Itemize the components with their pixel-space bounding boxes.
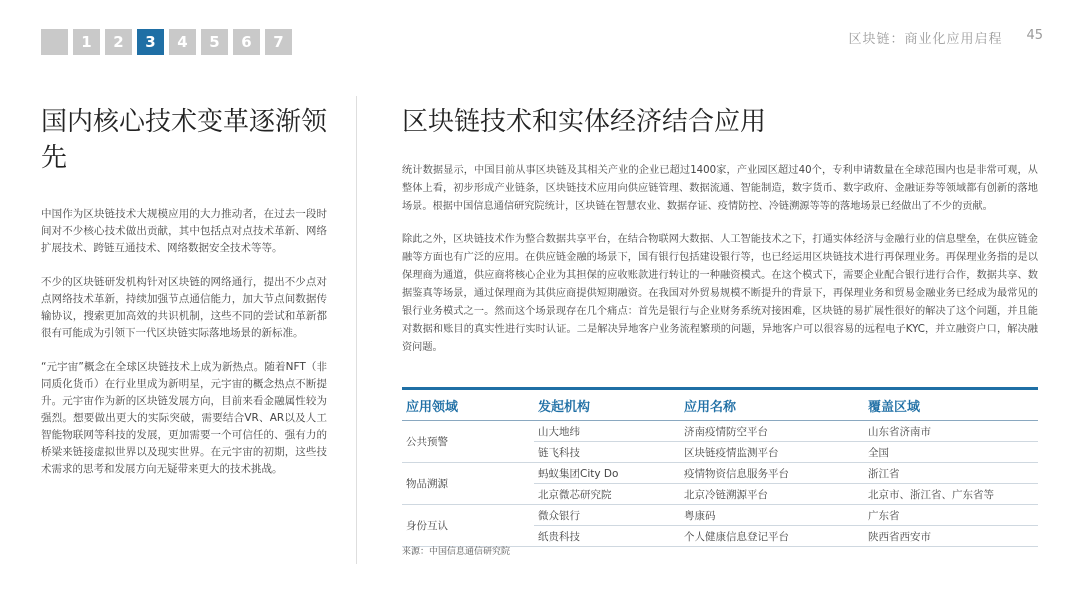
hamburger-menu-icon[interactable] [41,29,68,55]
domain-cell: 身份互认 [402,505,534,547]
initiator-cell: 山大地纬 [534,421,680,442]
application-table [402,387,1038,547]
coverage-cell: 全国 [864,442,1038,463]
page-tab-5[interactable]: 5 [201,29,228,55]
left-paragraph-1: 中国作为区块链技术大规模应用的大力推动者，在过去一段时间对不少核心技术做出贡献，其中包括点对点技术革新、网络扩展技术、跨链互通技术、网络数据安全技术等等。 [41,208,327,254]
table-row [402,463,1038,484]
coverage-cell: 陕西省西安市 [864,526,1038,547]
coverage-cell: 山东省济南市 [864,421,1038,442]
domain-cell: 物品溯源 [402,463,534,505]
coverage-cell: 浙江省 [864,463,1038,484]
left-paragraph-3: “元宇宙”概念在全球区块链技术上成为新热点。随着NFT（非同质化货币）在行业里成为新明星，元宇宙的概念热点不断提升。元宇宙作为新的区块链发展方向，目前来看金融属性较为强烈。想要做出更大的实际突破，需要结合VR、AR以及人工智能物联网等科技的发展，更加需要一个可信任的、强有力的桥梁来链接虚拟世界以及现实世界。在元宇宙的初期，这些技术需求的思考和发展方向无疑带来更大的技术挑战。 [41,361,327,475]
domain-cell: 公共预警 [402,421,534,463]
page-tab-7[interactable]: 7 [265,29,292,55]
report-section-title: 区块链：商业化应用启程 [848,32,1003,47]
column-header-coverage: 覆盖区域 [864,389,1038,421]
initiator-cell: 蚂蚁集团City Do [534,463,680,484]
page-number: 45 [1026,28,1043,43]
table-row [402,421,1038,442]
initiator-cell: 链飞科技 [534,442,680,463]
left-paragraph-2: 不少的区块链研发机构针对区块链的网络通行，提出不少点对点网络技术革新，持续加强节点通信能力，加大节点间数据传输协议，搜索更加高效的共识机制，这些不同的尝试和革新都很有可能成为引领下一代区块链实际落地场景的新标准。 [41,276,327,339]
initiator-cell: 纸贵科技 [534,526,680,547]
application-cell: 疫情物资信息服务平台 [680,463,864,484]
running-header [848,28,1043,47]
page-tab-1[interactable]: 1 [73,29,100,55]
right-paragraph-2: 除此之外，区块链技术作为整合数据共享平台，在结合物联网大数据、人工智能技术之下，打通实体经济与金融行业的信息壁垒，在供应链金融等方面也有广泛的应用。在供应链金融的场景下，国有银行包括建设银行等，也已经运用区块链技术进行再保理业务。再保理业务指的是以保理商为通道，供应商将核心企业为其担保的应收账款进行转让的一种融资模式。在这个模式下，需要企业配合银行进行合作，数据共享、数据鉴真等场景，通过保理商为其供应商提供短期融资。在我国对外贸易规模不断提升的背景下，再保理业务和贸易金融业务已经成为最常见的银行业务模式之一。然而这个场景现存在几个痛点：首先是银行与企业财务系统对接困难，区块链的易扩展性很好的解决了这个问题，并且能对数据和账目的真实性进行实时认证。二是解决异地客户业务流程繁琐的问题，异地客户可以很容易的远程电子KYC，并立融资户口，解决融资问题。 [402,234,1038,353]
right-heading: 区块链技术和实体经济结合应用 [402,107,767,137]
right-column [402,104,1038,372]
left-column [41,104,327,495]
application-cell: 北京冷链溯源平台 [680,484,864,505]
table-source-note: 来源：中国信息通信研究院 [402,547,511,557]
initiator-cell: 微众银行 [534,505,680,526]
page-tab-2[interactable]: 2 [105,29,132,55]
page-tab-4[interactable]: 4 [169,29,196,55]
coverage-cell: 北京市、浙江省、广东省等 [864,484,1038,505]
application-cell: 区块链疫情监测平台 [680,442,864,463]
application-cell: 个人健康信息登记平台 [680,526,864,547]
right-paragraph-1: 统计数据显示，中国目前从事区块链及其相关产业的企业已超过1400家，产业园区超过40个，专利申请数量在全球范围内也是非常可观，从整体上看，初步形成产业链条，区块链技术应用向供应链管理、数据流通、智能制造，数字货币、数字政府、金融证券等领域都有创新的落地场景。根据中国信息通信研究院统计，区块链在智慧农业、数据存证、疫情防控、冷链溯源等等的落地场景已经做出了不少的贡献。 [402,165,1038,212]
page-tab-3-active[interactable]: 3 [137,29,164,55]
page-navigation [41,29,292,55]
table-row [402,505,1038,526]
application-cell: 粤康码 [680,505,864,526]
column-header-domain: 应用领域 [402,389,534,421]
initiator-cell: 北京微芯研究院 [534,484,680,505]
table-header-row [402,389,1038,421]
coverage-cell: 广东省 [864,505,1038,526]
application-cell: 济南疫情防空平台 [680,421,864,442]
left-heading: 国内核心技术变革逐渐领先 [41,107,328,173]
column-header-application: 应用名称 [680,389,864,421]
column-divider [356,96,357,564]
column-header-initiator: 发起机构 [534,389,680,421]
page-tab-6[interactable]: 6 [233,29,260,55]
